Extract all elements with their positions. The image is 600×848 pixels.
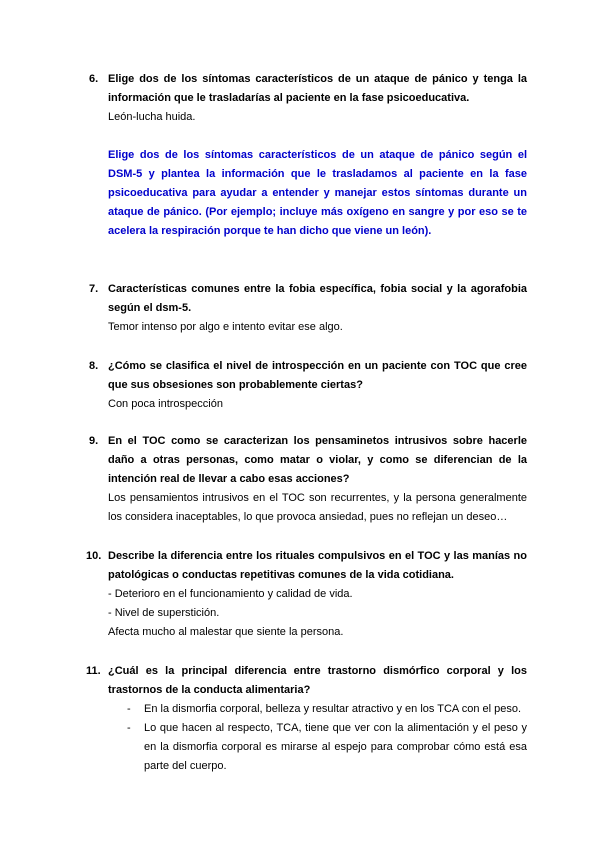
dash-bullet-icon: -: [127, 703, 131, 715]
answer-line: - Nivel de superstición.: [108, 607, 220, 619]
question-text: Describe la diferencia entre los rituales compulsivos en el TOC y las manías no patológicas o conductas repetitivas comunes de la vida cotidiana.: [108, 550, 527, 581]
answer-line: - Deterioro en el funcionamiento y calidad de vida.: [108, 588, 353, 600]
answer-text: León-lucha huida.: [108, 111, 196, 123]
question-text: ¿Cómo se clasifica el nivel de introspección en un paciente con TOC que cree que sus obsesiones son probablemente ciertas?: [108, 360, 527, 391]
list-item: [127, 719, 527, 776]
answer-text: Con poca introspección: [108, 398, 223, 410]
question-number: 10.: [86, 550, 102, 562]
highlighted-note: Elige dos de los síntomas característicos de un ataque de pánico según el DSM-5 y plantea la información que le trasladamos al paciente en la fase psicoeducativa para ayudar a entender y manejar estos síntomas durante un ataque de pánico. (Por ejemplo; incluye más oxígeno en sangre y por eso se te acelera la respiración porque te han dicho que viene un león).: [108, 149, 527, 237]
bullet-text: En la dismorfia corporal, belleza y resultar atractivo y en los TCA con el peso.: [144, 703, 522, 715]
answer-line: Afecta mucho al malestar que siente la persona.: [108, 626, 344, 638]
list-item: [127, 700, 527, 719]
question-number: 6.: [89, 73, 99, 85]
question-number: 7.: [89, 283, 99, 295]
question-text: Elige dos de los síntomas característicos de un ataque de pánico y tenga la información que le trasladarías al paciente en la fase psicoeducativa.: [108, 73, 527, 104]
bullet-text: Lo que hacen al respecto, TCA, tiene que ver con la alimentación y el peso y en la dismorfia corporal es mirarse al espejo para comprobar cómo está esa parte del cuerpo.: [144, 722, 527, 772]
question-text: ¿Cuál es la principal diferencia entre trastorno dismórfico corporal y los trastornos de la conducta alimentaria?: [108, 665, 527, 696]
dash-bullet-icon: -: [127, 722, 131, 734]
answer-text: Temor intenso por algo e intento evitar ese algo.: [108, 321, 343, 333]
question-number: 9.: [89, 435, 99, 447]
question-text: En el TOC como se caracterizan los pensaminetos intrusivos sobre hacerle daño a otras personas, como matar o violar, y como se diferencian de la intención real de llevar a cabo esas acciones?: [108, 435, 527, 485]
question-number: 8.: [89, 360, 99, 372]
question-number: 11.: [86, 665, 101, 677]
answer-bullets: [127, 700, 527, 776]
question-text: Características comunes entre la fobia específica, fobia social y la agorafobia según el dsm-5.: [108, 283, 527, 314]
answer-text: Los pensamientos intrusivos en el TOC son recurrentes, y la persona generalmente los considera inaceptables, lo que provoca ansiedad, pues no reflejan un deseo…: [108, 492, 527, 523]
